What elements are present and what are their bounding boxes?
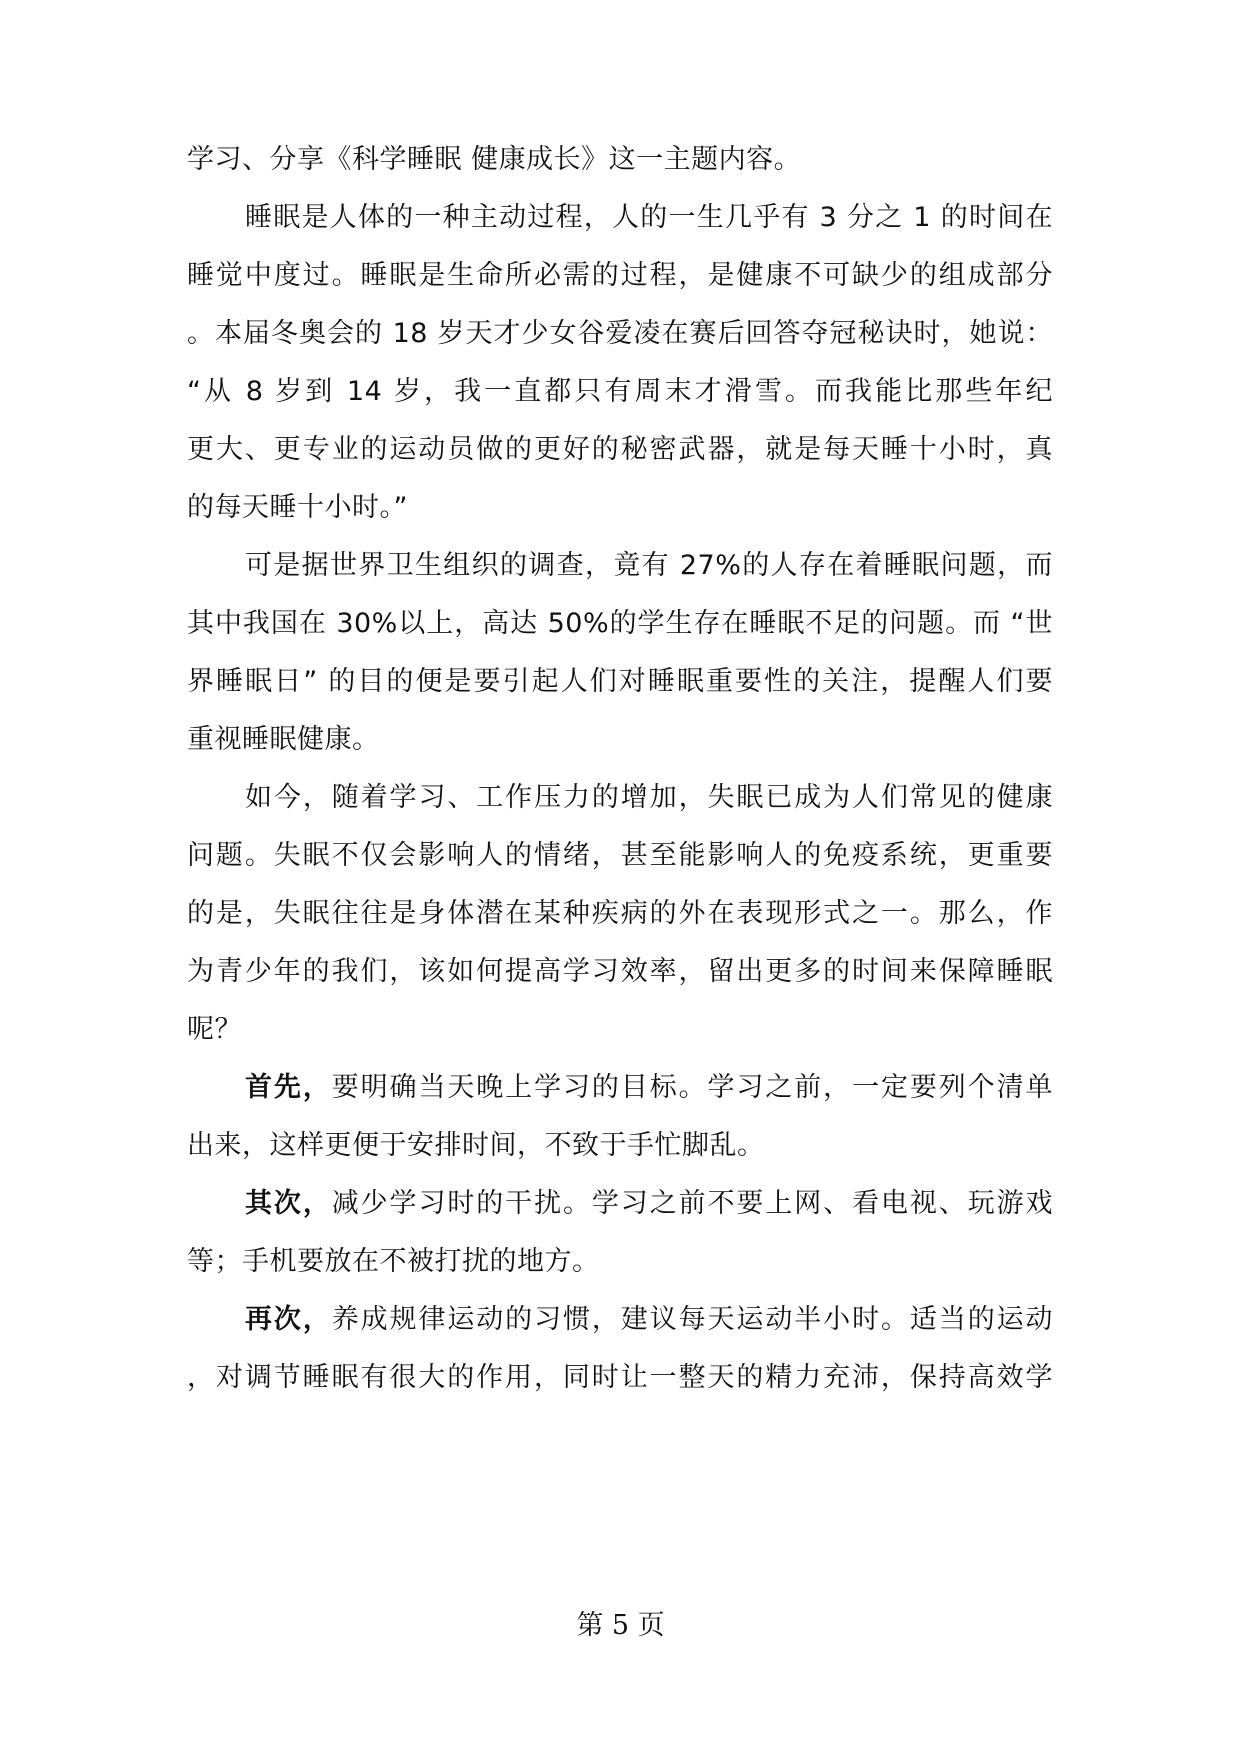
text-line [245, 1300, 1053, 1340]
text-line: 的是，失眠往往是身体潜在某种疾病的外在表现形式之一。那么，作 [187, 898, 1053, 929]
text-line: ，对调节睡眠有很大的作用，同时让一整天的精力充沛，保持高效学 [187, 1362, 1053, 1393]
text-line: 可是据世界卫生组织的调查，竟有 27%的人存在着睡眠问题，而 [245, 550, 1053, 581]
text-line: 如今，随着学习、工作压力的增加，失眠已成为人们常见的健康 [245, 782, 1053, 813]
text-line: 。本届冬奥会的 18 岁天才少女谷爱凌在赛后回答夺冠秘诀时，她说： [187, 318, 1053, 349]
text-line: 的每天睡十小时。” [187, 492, 408, 523]
text-line: 睡眠是人体的一种主动过程，人的一生几乎有 3 分之 1 的时间在 [245, 202, 1053, 233]
text-span: 要明确当天晚上学习的目标。学习之前，一定要列个清单 [331, 1072, 1054, 1103]
text-line: 睡觉中度过。睡眠是生命所必需的过程，是健康不可缺少的组成部分 [187, 260, 1053, 291]
text-line: 问题。失眠不仅会影响人的情绪，甚至能影响人的免疫系统，更重要 [187, 840, 1053, 871]
text-line: 更大、更专业的运动员做的更好的秘密武器，就是每天睡十小时，真 [187, 434, 1053, 465]
text-line: 为青少年的我们，该如何提高学习效率，留出更多的时间来保障睡眠 [187, 956, 1053, 987]
text-line: “从 8 岁到 14 岁，我一直都只有周末才滑雪。而我能比那些年纪 [187, 376, 1053, 407]
text-span: 减少学习时的干扰。学习之前不要上网、看电视、玩游戏 [331, 1188, 1054, 1219]
text-line: 重视睡眠健康。 [187, 724, 380, 755]
text-line: 等；手机要放在不被打扰的地方。 [187, 1246, 600, 1277]
bold-lead: 首先， [245, 1072, 332, 1103]
text-line [245, 1068, 1053, 1108]
bold-lead: 再次， [245, 1304, 332, 1335]
text-span: 养成规律运动的习惯，建议每天运动半小时。适当的运动 [331, 1304, 1054, 1335]
text-line: 出来，这样更便于安排时间，不致于手忙脚乱。 [187, 1130, 765, 1161]
text-line: 呢？ [187, 1014, 242, 1045]
bold-lead: 其次， [245, 1188, 332, 1219]
text-line: 界睡眠日” 的目的便是要引起人们对睡眠重要性的关注，提醒人们要 [187, 666, 1053, 697]
page-number: 第 5 页 [576, 1610, 665, 1641]
text-line [245, 1184, 1053, 1224]
text-line: 其中我国在 30%以上，高达 50%的学生存在睡眠不足的问题。而 “世 [187, 608, 1053, 639]
text-line: 学习、分享《科学睡眠 健康成长》这一主题内容。 [187, 144, 802, 175]
